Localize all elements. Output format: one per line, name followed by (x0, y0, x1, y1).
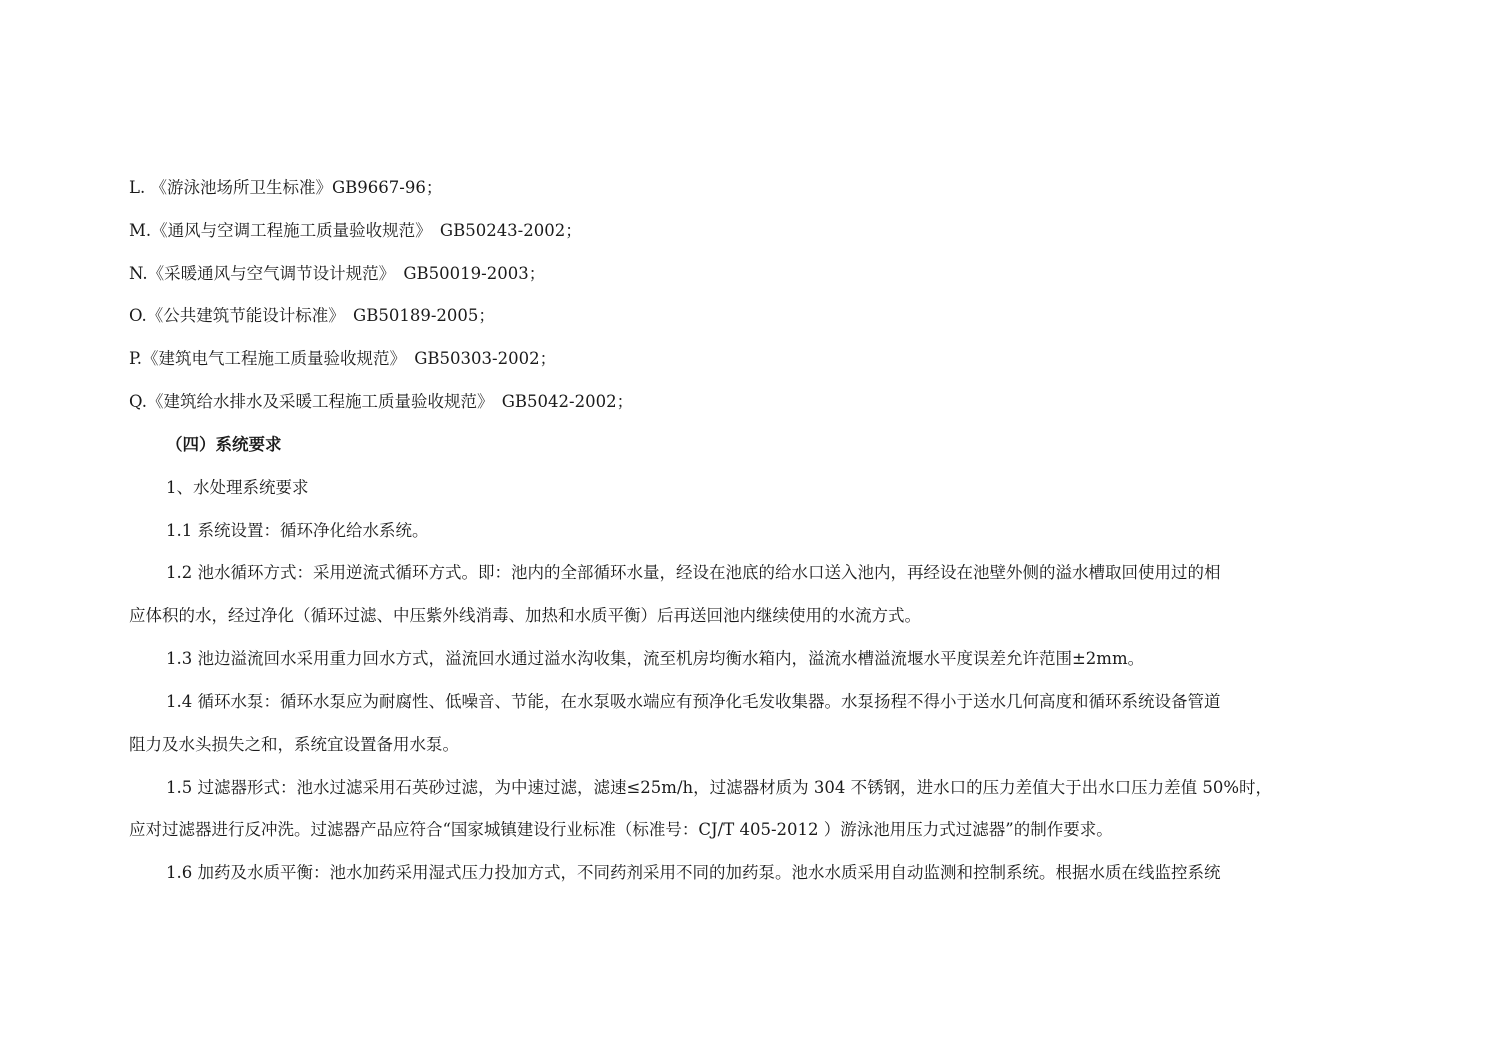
paragraph-1-5-line1: 1.5 过滤器形式：池水过滤采用石英砂过滤，为中速过滤，滤速≤25m/h，过滤器材质为 304 不锈钢，进水口的压力差值大于出水口压力差值 50%时， (166, 778, 1273, 797)
standard-item-q: Q.《建筑给水排水及采暖工程施工质量验收规范》 GB5042-2002； (129, 392, 634, 411)
paragraph-1-3: 1.3 池边溢流回水采用重力回水方式，溢流回水通过溢水沟收集，流至机房均衡水箱内，溢流水槽溢流堰水平度误差允许范围±2mm。 (166, 649, 1145, 668)
standard-item-n: N.《采暖通风与空气调节设计规范》 GB50019-2003； (129, 264, 546, 283)
standard-item-o: O.《公共建筑节能设计标准》 GB50189-2005； (129, 306, 495, 325)
paragraph-1-2-line2: 应体积的水，经过净化（循环过滤、中压紫外线消毒、加热和水质平衡）后再送回池内继续使用的水流方式。 (129, 606, 921, 625)
paragraph-1-4-line1: 1.4 循环水泵：循环水泵应为耐腐性、低噪音、节能，在水泵吸水端应有预净化毛发收集器。水泵扬程不得小于送水几何高度和循环系统设备管道 (166, 692, 1221, 711)
paragraph-1-2-line1: 1.2 池水循环方式：采用逆流式循环方式。即：池内的全部循环水量，经设在池底的给水口送入池内，再经设在池壁外侧的溢水槽取回使用过的相 (166, 563, 1221, 582)
paragraph-1-5-line2: 应对过滤器进行反冲洗。过滤器产品应符合“国家城镇建设行业标准（标准号：CJ/T 405-2012 ）游泳池用压力式过滤器”的制作要求。 (129, 820, 1113, 839)
standard-item-l: L. 《游泳池场所卫生标准》GB9667-96； (129, 178, 443, 197)
standard-item-m: M.《通风与空调工程施工质量验收规范》 GB50243-2002； (129, 221, 582, 240)
section-heading: （四）系统要求 (166, 435, 282, 454)
standard-item-p: P.《建筑电气工程施工质量验收规范》 GB50303-2002； (129, 349, 557, 368)
paragraph-1-1: 1.1 系统设置：循环净化给水系统。 (166, 521, 429, 540)
paragraph-1-6-line1: 1.6 加药及水质平衡：池水加药采用湿式压力投加方式，不同药剂采用不同的加药泵。池水水质采用自动监测和控制系统。根据水质在线监控系统 (166, 863, 1221, 882)
paragraph-1-4-line2: 阻力及水头损失之和，系统宜设置备用水泵。 (129, 735, 459, 754)
subsection-heading: 1、水处理系统要求 (166, 478, 309, 497)
